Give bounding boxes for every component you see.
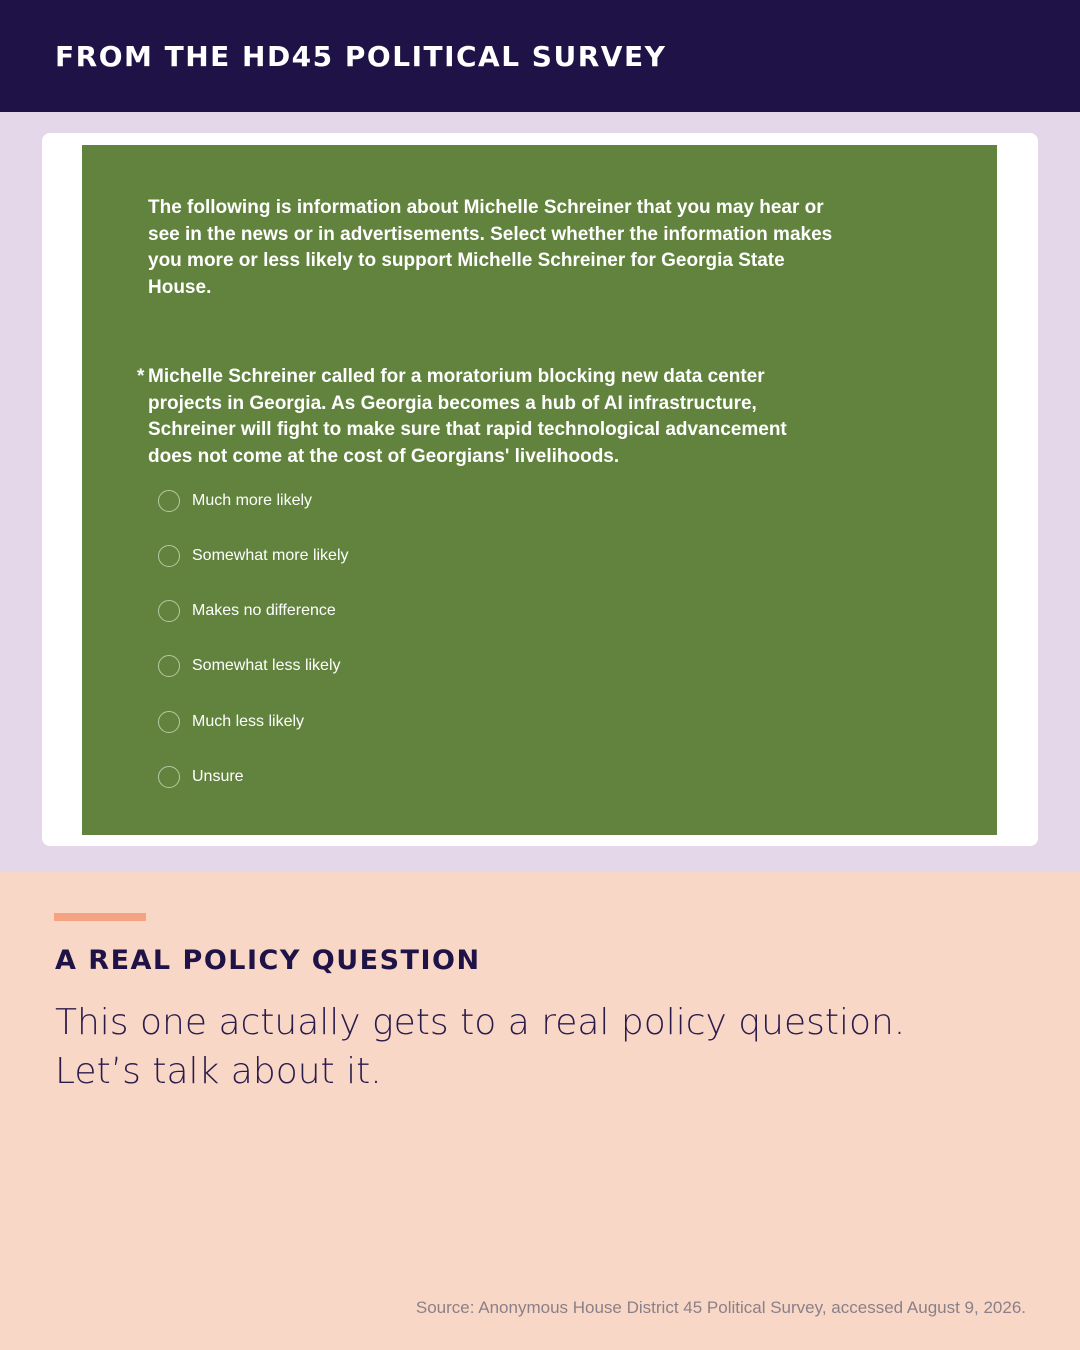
option-much-less-likely[interactable] [158,709,304,735]
radio-button[interactable] [158,655,180,677]
option-somewhat-less-likely[interactable] [158,653,341,679]
option-label: Unsure [192,768,244,785]
header-banner [0,0,1080,112]
radio-button[interactable] [158,545,180,567]
survey-form [82,145,997,835]
survey-intro: The following is information about Michelle Schreiner that you may hear or see in the news or in advertisements. Select whether the information makes you more or less likely to support Michelle Schreiner for Georgia State House. [148,197,833,298]
option-label: Much less likely [192,713,305,730]
option-makes-no-difference[interactable] [158,598,336,624]
commentary-line: This one actually gets to a real policy question. [55,1002,906,1043]
accent-divider [54,913,146,921]
question-text: Michelle Schreiner called for a moratorium blocking new data center projects in Georgia. As Georgia becomes a hub of AI infrastructure, Schreiner will fight to make sure that rapid technological advancement does not come at the cost of Georgians' livelihoods. [148,366,787,467]
option-label: Much more likely [192,492,313,509]
option-much-more-likely[interactable] [158,488,312,514]
header-title: FROM THE HD45 POLITICAL SURVEY [55,40,667,73]
commentary-line: Let’s talk about it. [55,1051,382,1092]
radio-button[interactable] [158,766,180,788]
option-unsure[interactable] [158,764,244,790]
required-marker: * [137,366,145,387]
section-title: A REAL POLICY QUESTION [55,945,481,976]
radio-button[interactable] [158,711,180,733]
option-label: Somewhat less likely [192,657,341,674]
option-label: Makes no difference [192,602,336,619]
radio-button[interactable] [158,490,180,512]
radio-button[interactable] [158,600,180,622]
commentary-text [55,998,955,1096]
source-citation: Source: Anonymous House District 45 Political Survey, accessed August 9, 2026. [415,1298,1026,1317]
option-label: Somewhat more likely [192,547,349,564]
option-somewhat-more-likely[interactable] [158,543,349,569]
